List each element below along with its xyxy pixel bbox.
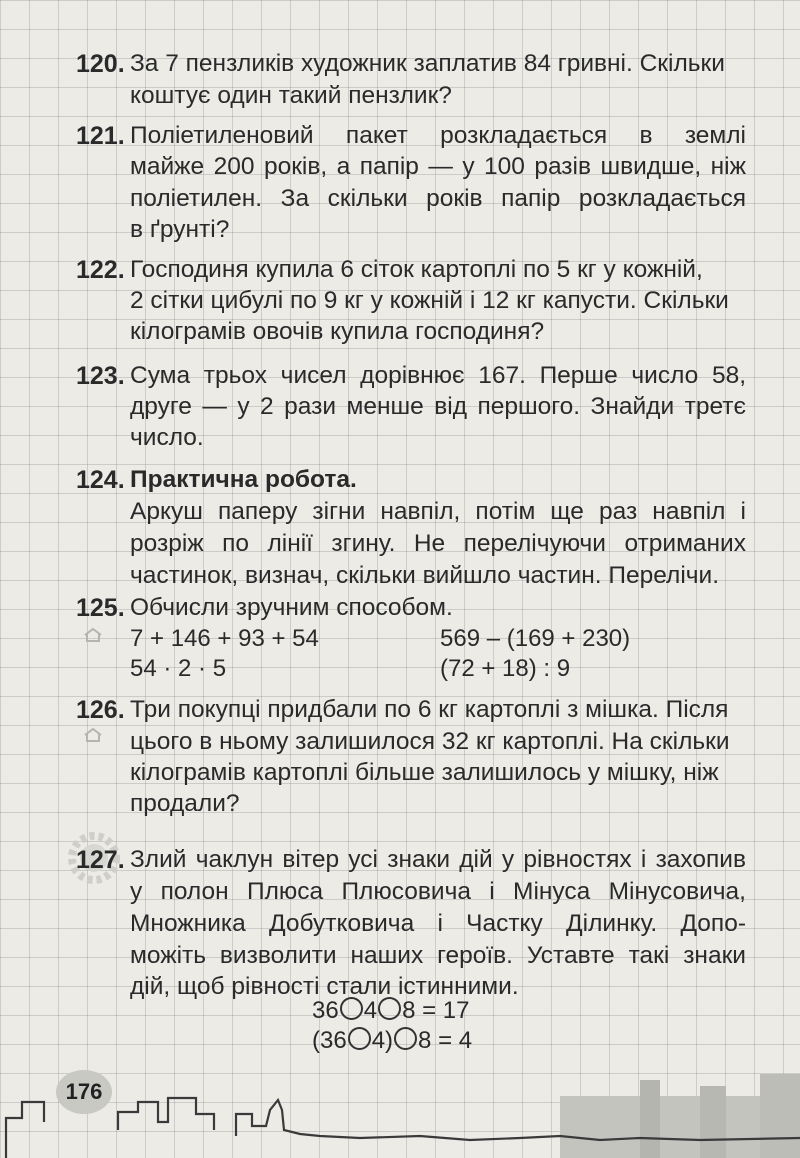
problem-125 [76,592,746,688]
operator-blank-circle[interactable] [378,997,401,1020]
problem-text-line: розріж по лінії згину. Не перелічуючи отриманих [130,530,746,557]
problem-number: 121. [76,122,125,150]
equation-operand: (36 [312,1027,347,1054]
problem-text-line: коштує один такий пензлик? [130,82,452,109]
skyline-decoration [0,1040,800,1158]
problem-number: 123. [76,362,125,390]
problem-text-line: Аркуш паперу зігни навпіл, потім ще раз навпіл і [130,498,746,525]
problem-text-line: у полон Плюса Плюсовича і Мінуса Мінусовича, [130,878,746,905]
problem-title: Практична робота. [130,466,357,493]
problem-122 [76,254,746,350]
problem-text-line: 2 сітки цибулі по 9 кг у кожній і 12 кг капусти. Скільки [130,287,729,314]
equation-result: = 17 [422,997,470,1024]
problem-text-line: Множника Добутковича і Частку Ділинку. Допо- [130,910,746,937]
problem-text-line: поліетилен. За скільки років папір розкладається [130,185,746,212]
problem-text-line: число. [130,424,204,451]
equation-operand: 4 [363,997,378,1024]
problem-120 [76,48,746,112]
problem-text-line: Господиня купила 6 сіток картоплі по 5 кг у кожній, [130,256,703,283]
problem-text-line: Сума трьох чисел дорівнює 167. Перше число 58, [130,362,746,389]
equation-operand: 4) [371,1027,394,1054]
expression: 54 · 2 · 5 [130,655,227,682]
problem-121 [76,120,746,248]
problem-126 [76,694,746,822]
problem-text-line: друге — у 2 рази менше від першого. Знайди третє [130,393,746,420]
house-icon [84,728,102,742]
problem-text-line: За 7 пензликів художник заплатив 84 гривні. Скільки [130,50,725,77]
problem-text-line: Обчисли зручним способом. [130,594,453,621]
equation-operand: 36 [312,997,339,1024]
problem-text-line: можіть визволити наших героїв. Уставте такі знаки [130,942,746,969]
problem-number: 120. [76,50,125,78]
expression: (72 + 18) : 9 [440,655,571,682]
expression: 569 – (169 + 230) [440,625,631,652]
problem-text-line: Поліетиленовий пакет розкладається в землі [130,122,746,149]
problem-number: 125. [76,594,125,622]
problem-text-line: Злий чаклун вітер усі знаки дій у рівностях і захопив [130,846,746,873]
expression: 7 + 146 + 93 + 54 [130,625,319,652]
equation-operand: 8 [418,1027,432,1054]
page-number: 176 [56,1070,112,1114]
operator-blank-circle[interactable] [340,997,363,1020]
problem-number: 124. [76,466,125,494]
house-icon [84,628,102,642]
problem-text-line: майже 200 років, а папір — у 100 разів швидше, ніж [130,153,746,180]
equation-result: = 4 [438,1027,473,1054]
problem-text-line: частинок, визнач, скільки вийшло частин. Перелічи. [130,562,720,589]
problem-text-line: в ґрунті? [130,216,230,243]
equation-1 [312,996,469,1026]
problem-number: 122. [76,256,125,284]
problem-number: 126. [76,696,125,724]
problem-text-line: кілограмів картоплі більше залишилось у мішку, ніж [130,759,719,786]
problem-text-line: кілограмів овочів купила господиня? [130,318,545,345]
problem-text-line: продали? [130,790,240,817]
problem-text-line: цього в ньому залишилося 32 кг картоплі. На скільки [130,728,730,755]
problem-124 [76,464,746,592]
equation-operand: 8 [402,997,416,1024]
problem-123 [76,360,746,456]
problem-number: 127. [76,846,125,874]
problem-127 [76,844,746,1004]
problem-text-line: Три покупці придбали по 6 кг картоплі з мішка. Після [130,696,729,723]
problem-text-line: дій, щоб рівності стали істинними. [130,973,519,1000]
